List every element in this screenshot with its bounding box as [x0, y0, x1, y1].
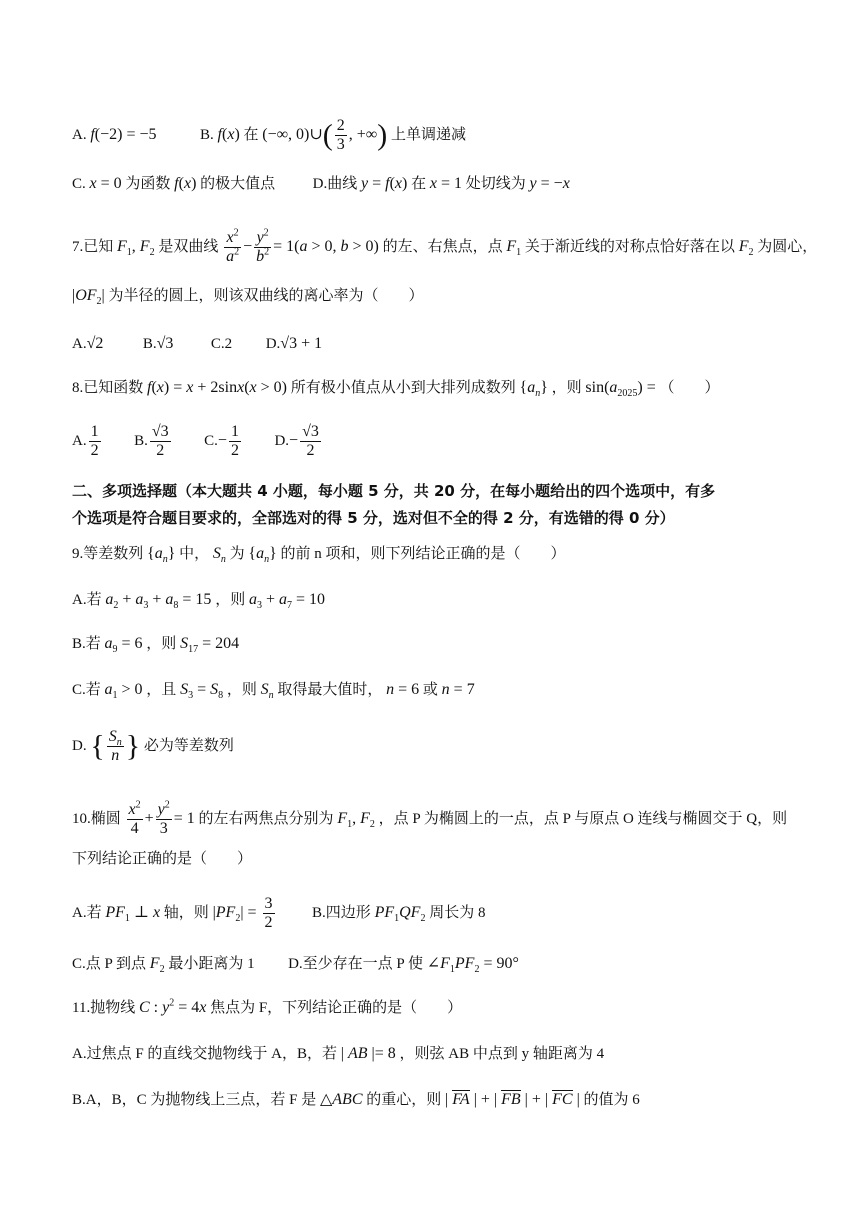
q8-options: A. $\frac{1}{2}$ B. $\frac{√3}{2}$ C.− $\frac{1}{2}$ D.− $\frac{√3}{2}$ — [72, 423, 319, 460]
q6-option-a-label: A. — [72, 127, 87, 144]
q10-stem-line2: 下列结论正确的是（ ） — [72, 851, 253, 867]
q10-ellipse-formula: $\frac{x^2}{4}$ + $\frac{y^2}{3}$ = 1 — [128, 799, 195, 837]
q10-stem-line1: 10.椭圆 $\frac{x^2}{4}$ + $\frac{y^2}{3}$ = 1 的左右两焦点分别为 $F_1$, $F_2$ ，点 P 为椭圆上的一点，点 P 与原点 O 连线与椭圆交于 Q，则 — [72, 799, 788, 837]
q11-stem: 11.抛物线 C : $y^2 = 4x$ 焦点为 F，下列结论正确的是（ ） — [72, 997, 463, 1016]
q9-stem: 9.等差数列 $\{a_n\}$ 中， $S_n$ 为 $\{a_n\}$ 的前 n 项和，则下列结论正确的是（ ） — [72, 545, 566, 566]
q10-options-cd: C.点 P 到点 $F_2$ 最小距离为 1 D.至少存在一点 P 使 $\angle F_1PF_2 = 90^\circ$ — [72, 955, 519, 976]
q11-option-b: B.A，B，C 为抛物线上三点，若 F 是 △ABC 的重心，则 | FA | + | FB | + | FC | 的值为 6 — [72, 1091, 640, 1108]
q6-option-row-ab: A. f(−2) = −5 B. f(x) 在 (−∞, 0)∪( $\frac{2}{3}$ , +∞) 上单调递减 — [72, 117, 466, 153]
q9-option-b: B.若 $a_9 = 6$ ，则 $S_{17} = 204$ — [72, 635, 240, 656]
section2-title-line2: 个选项是符合题目要求的，全部选对的得 5 分，选对但不全的得 2 分，有选错的得 0 分） — [72, 509, 675, 527]
q7-hyperbola-formula: $\frac{x^2}{a^2}$ − $\frac{y^2}{b^2}$ = 1(a > 0, b > 0) — [226, 227, 379, 265]
q8-stem: 8.已知函数 f(x) = x + 2sinx(x > 0) 所有极小值点从小到大排列成数列 $\{a_n\}$ ，则 $\sin(a_{2025})$ = （ ） — [72, 379, 720, 400]
q9-option-d: D. { $\frac{S_n}{n}$ } 必为等差数列 — [72, 728, 234, 764]
q6-option-d-label: D.曲线 — [312, 176, 358, 192]
q6-option-row-cd: C. x = 0 为函数 f(x) 的极大值点 D.曲线 y = f(x) 在 x = 1 处切线为 y = −x — [72, 175, 570, 192]
q6-option-b-formula: f(x) — [217, 126, 240, 144]
q7-options: A.√2 B.√3 C.2 D.√3 + 1 — [72, 335, 323, 352]
q6-option-c-label: C. — [72, 176, 86, 192]
q6-option-a-formula: f(−2) = −5 — [90, 126, 157, 144]
q10-options-ab: A.若 $PF_1$ ⊥ x 轴，则 $|PF_2|$ = $\frac{3}{2}$ B.四边形 $PF_1QF_2$ 周长为 8 — [72, 895, 486, 931]
q7-stem-line2: $|OF_2|$ 为半径的圆上，则该双曲线的离心率为（ ） — [72, 287, 424, 308]
q11-option-a: A.过焦点 F 的直线交抛物线于 A，B，若 | AB |= 8 ，则弦 AB 中点到 y 轴距离为 4 — [72, 1045, 605, 1062]
q6-option-b-label: B. — [200, 127, 214, 144]
q9-option-c: C.若 $a_1 > 0$ ，且 $S_3 = S_8$ ，则 $S_n$ 取得最大值时， n = 6 或 n = 7 — [72, 681, 475, 702]
q9-option-a: A.若 $a_2 + a_3 + a_8 = 15$ ，则 $a_3 + a_7 = 10$ — [72, 591, 326, 612]
q7-stem-line1: 7.已知 $F_1$, $F_2$ 是双曲线 $\frac{x^2}{a^2}$ − $\frac{y^2}{b^2}$ = 1(a > 0, b > 0) 的左、右焦点，点 $F_1$ 关于渐近线的对称点恰好落在以 $F_2$ 为圆心， — [72, 227, 818, 265]
q6-option-b-interval: (−∞, 0)∪( $\frac{2}{3}$ , +∞) — [262, 117, 388, 153]
section2-title-line1: 二、多项选择题（本大题共 4 小题，每小题 5 分，共 20 分，在每小题给出的四个选项中，有多 — [72, 482, 716, 500]
